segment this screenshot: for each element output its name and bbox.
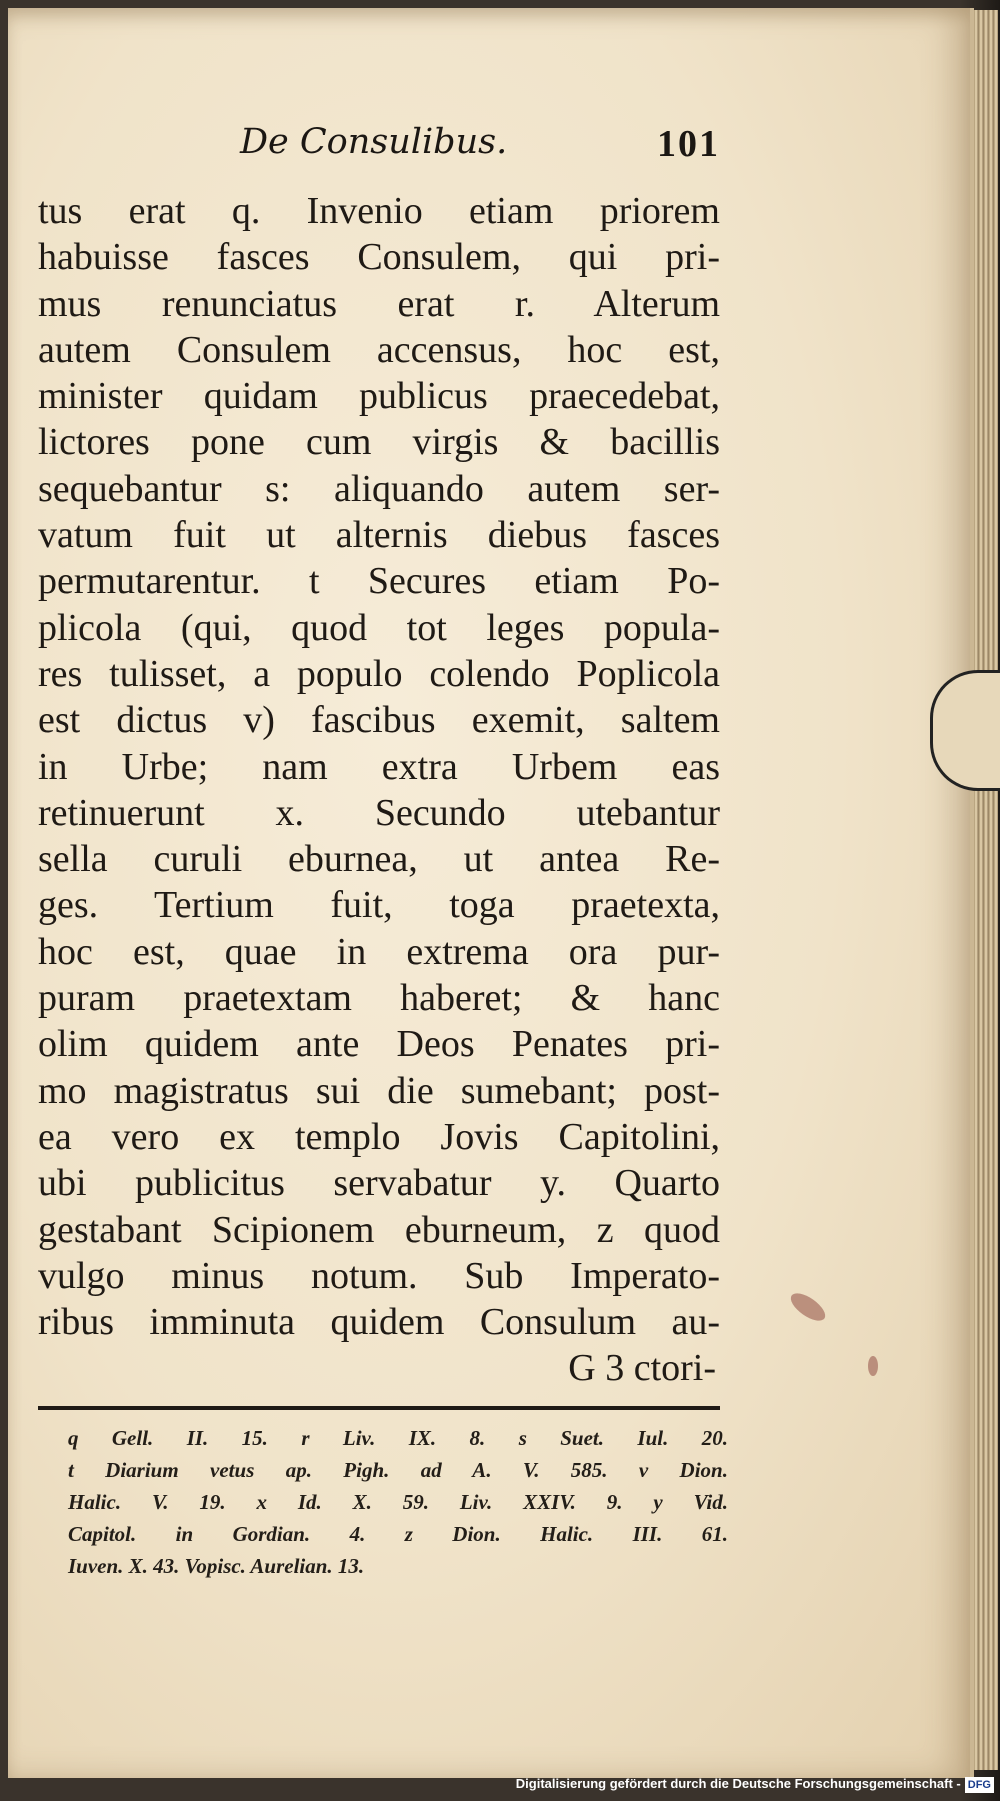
text-line: plicola (qui, quod tot leges popula- <box>38 606 720 649</box>
text-line: vulgo minus notum. Sub Imperato- <box>38 1254 720 1297</box>
text-line: mus renunciatus erat r. Alterum <box>38 282 720 325</box>
text-line: vatum fuit ut alternis diebus fasces <box>38 514 720 557</box>
footnotes <box>68 1422 728 1582</box>
dfg-logo: DFG <box>965 1777 994 1793</box>
text-line: permutarentur. t Secures etiam Po- <box>38 560 720 603</box>
body-text <box>38 188 720 1392</box>
text-line: retinuerunt x. Secundo utebantur <box>38 791 720 834</box>
digitization-credit <box>516 1773 994 1795</box>
text-line: sequebantur s: aliquando autem ser- <box>38 467 720 510</box>
text-line: in Urbe; nam extra Urbem eas <box>38 745 720 788</box>
text-line: ubi publicitus servabatur y. Quarto <box>38 1162 720 1205</box>
text-line: ea vero ex templo Jovis Capitolini, <box>38 1115 720 1158</box>
text-line: habuisse fasces Consulem, qui pri- <box>38 236 720 279</box>
text-line: hoc est, quae in extrema ora pur- <box>38 930 720 973</box>
footnote-line: q Gell. II. 15. r Liv. IX. 8. s Suet. Iul. 20. <box>68 1426 728 1450</box>
footnote-line: Halic. V. 19. x Id. X. 59. Liv. XXIV. 9. y Vid. <box>68 1490 728 1514</box>
paper-stain <box>868 1356 878 1376</box>
text-line: puram praetextam haberet; & hanc <box>38 977 720 1020</box>
text-line: est dictus v) fascibus exemit, saltem <box>38 699 720 742</box>
text-line: tus erat q. Invenio etiam priorem <box>38 190 720 232</box>
footnote-rule <box>38 1406 720 1410</box>
bookmark-tab <box>930 670 1000 791</box>
paper-stain <box>786 1288 829 1326</box>
credit-text: Digitalisierung gefördert durch die Deutsche Forschungsgemeinschaft - <box>515 1776 961 1791</box>
text-line: ribus imminuta quidem Consulum au- <box>38 1301 720 1344</box>
text-line: lictores pone cum virgis & bacillis <box>38 421 720 464</box>
page-number: 101 <box>657 123 720 165</box>
page-edges <box>970 10 998 1770</box>
text-line: sella curuli eburnea, ut antea Re- <box>38 838 720 881</box>
text-line: olim quidem ante Deos Penates pri- <box>38 1023 720 1066</box>
catchword-line: G 3 ctori- <box>568 1347 716 1390</box>
page-header <box>240 122 720 172</box>
footnote-line: t Diarium vetus ap. Pigh. ad A. V. 585. v Dion. <box>68 1458 728 1482</box>
text-line: minister quidam publicus praecedebat, <box>38 375 720 418</box>
footnote-line: Iuven. X. 43. Vopisc. Aurelian. 13. <box>68 1554 365 1578</box>
footnote-line: Capitol. in Gordian. 4. z Dion. Halic. III. 61. <box>68 1522 728 1546</box>
text-line: autem Consulem accensus, hoc est, <box>38 328 720 371</box>
text-line: res tulisset, a populo colendo Poplicola <box>38 652 720 695</box>
text-line: gestabant Scipionem eburneum, z quod <box>38 1208 720 1251</box>
text-line: mo magistratus sui die sumebant; post- <box>38 1069 720 1112</box>
text-line: ges. Tertium fuit, toga praetexta, <box>38 884 720 927</box>
running-title: De Consulibus. <box>240 122 508 162</box>
